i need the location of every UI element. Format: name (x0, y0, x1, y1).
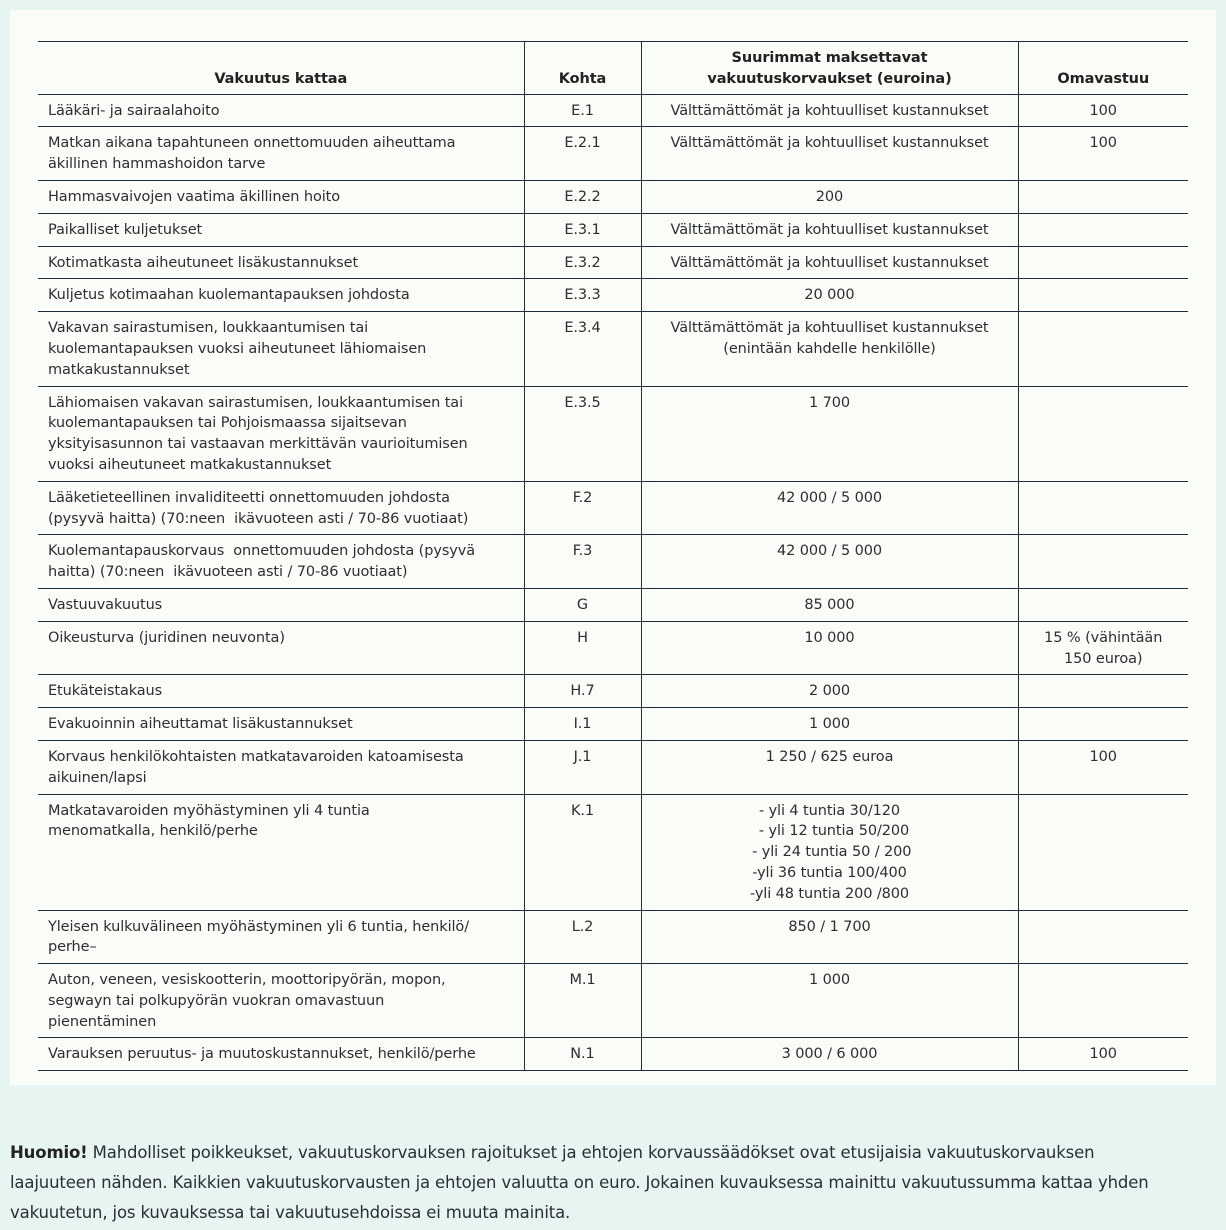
table-row (38, 279, 1188, 312)
deductible-cell (1018, 312, 1188, 386)
max-compensation-cell-line: Välttämättömät ja kohtuulliset kustannukset (670, 254, 989, 271)
table-row (38, 708, 1188, 741)
max-compensation-cell (641, 621, 1018, 675)
section-cell: E.3.2 (524, 246, 641, 279)
max-compensation-cell-line: 1 250 / 625 euroa (765, 748, 894, 765)
coverage-table (38, 41, 1188, 1071)
deductible-cell (1018, 535, 1188, 589)
table-row (38, 246, 1188, 279)
coverage-cell-line: Evakuoinnin aiheuttamat lisäkustannukset (48, 716, 353, 733)
deductible-cell-line: 100 (1089, 1046, 1117, 1063)
coverage-cell (38, 127, 524, 181)
header-max-compensation-line2: vakuutuskorvaukset (euroina) (707, 70, 952, 87)
coverage-cell-line: Paikalliset kuljetukset (48, 221, 203, 238)
max-compensation-cell (641, 386, 1018, 481)
max-compensation-cell-line: - yli 24 tuntia 50 / 200 (747, 844, 912, 861)
max-compensation-cell-line: - yli 12 tuntia 50/200 (749, 823, 910, 840)
max-compensation-cell-line: Välttämättömät ja kohtuulliset kustannukset (670, 102, 989, 119)
section-cell: K.1 (524, 794, 641, 910)
deductible-cell-line: 15 % (vähintään (1044, 629, 1163, 646)
coverage-cell-line: menomatkalla, henkilö/perhe (48, 823, 258, 840)
table-row (38, 213, 1188, 246)
section-cell: E.1 (524, 94, 641, 127)
header-deductible: Omavastuu (1018, 42, 1188, 95)
deductible-cell (1018, 481, 1188, 535)
coverage-cell (38, 910, 524, 964)
coverage-cell-line: Varauksen peruutus- ja muutoskustannukset, henkilö/perhe (48, 1046, 476, 1063)
coverage-cell-line: Kuolemantapauskorvaus onnettomuuden johdosta (pysyvä (48, 543, 476, 560)
note-label: Huomio! (10, 1142, 88, 1162)
table-row (38, 964, 1188, 1038)
coverage-cell (38, 794, 524, 910)
max-compensation-cell-line: 1 000 (808, 972, 850, 989)
section-cell: E.3.1 (524, 213, 641, 246)
coverage-cell (38, 740, 524, 794)
coverage-cell-line: Korvaus henkilökohtaisten matkatavaroiden katoamisesta (48, 748, 464, 765)
max-compensation-cell (641, 910, 1018, 964)
max-compensation-cell-line: 42 000 / 5 000 (777, 489, 882, 506)
max-compensation-cell (641, 180, 1018, 213)
header-max-compensation (641, 42, 1018, 95)
max-compensation-cell-line: -yli 48 tuntia 200 /800 (749, 885, 910, 902)
max-compensation-cell (641, 675, 1018, 708)
max-compensation-cell-line: 85 000 (804, 596, 855, 613)
coverage-cell (38, 213, 524, 246)
deductible-cell-line: 100 (1089, 135, 1117, 152)
coverage-cell-line: perhe– (48, 939, 97, 956)
coverage-cell (38, 621, 524, 675)
max-compensation-cell-line: 10 000 (804, 629, 855, 646)
table-row (38, 481, 1188, 535)
coverage-cell-line: Oikeusturva (juridinen neuvonta) (48, 629, 285, 646)
table-row (38, 588, 1188, 621)
coverage-cell (38, 675, 524, 708)
max-compensation-cell (641, 279, 1018, 312)
deductible-cell (1018, 675, 1188, 708)
header-max-compensation-line1: Suurimmat maksettavat (731, 50, 928, 66)
coverage-panel (10, 10, 1216, 1085)
table-row (38, 1038, 1188, 1071)
max-compensation-cell-line: - yli 4 tuntia 30/120 (758, 802, 901, 819)
max-compensation-cell (641, 1038, 1018, 1071)
section-cell: F.3 (524, 535, 641, 589)
coverage-cell-line: Hammasvaivojen vaatima äkillinen hoito (48, 188, 341, 205)
max-compensation-cell-line: Välttämättömät ja kohtuulliset kustannukset (670, 221, 989, 238)
table-row (38, 180, 1188, 213)
table-body (38, 94, 1188, 1071)
coverage-cell-line: äkillinen hammashoidon tarve (48, 156, 266, 173)
deductible-cell (1018, 794, 1188, 910)
coverage-cell-line: Matkan aikana tapahtuneen onnettomuuden aiheuttama (48, 135, 456, 152)
max-compensation-cell (641, 794, 1018, 910)
max-compensation-cell-line: 20 000 (804, 287, 855, 304)
section-cell: H (524, 621, 641, 675)
max-compensation-cell (641, 94, 1018, 127)
max-compensation-cell (641, 213, 1018, 246)
coverage-cell-line: Matkatavaroiden myöhästyminen yli 4 tuntia (48, 802, 370, 819)
max-compensation-cell-line: 42 000 / 5 000 (777, 543, 882, 560)
coverage-cell-line: matkakustannukset (48, 361, 190, 378)
max-compensation-cell-line: 850 / 1 700 (788, 918, 871, 935)
table-row (38, 535, 1188, 589)
max-compensation-cell (641, 535, 1018, 589)
coverage-cell (38, 708, 524, 741)
max-compensation-cell-line: 3 000 / 6 000 (781, 1046, 878, 1063)
max-compensation-cell (641, 246, 1018, 279)
max-compensation-cell (641, 708, 1018, 741)
coverage-cell (38, 481, 524, 535)
coverage-cell (38, 1038, 524, 1071)
max-compensation-cell-line: 1 000 (808, 716, 850, 733)
deductible-cell (1018, 127, 1188, 181)
max-compensation-cell-line: Välttämättömät ja kohtuulliset kustannukset (670, 135, 989, 152)
disclaimer-note (10, 1138, 1180, 1228)
coverage-cell-line: (pysyvä haitta) (70:neen ikävuoteen asti / 70-86 vuotiaat) (48, 510, 469, 527)
max-compensation-cell-line: (enintään kahdelle henkilölle) (723, 340, 936, 357)
deductible-cell (1018, 964, 1188, 1038)
deductible-cell (1018, 180, 1188, 213)
coverage-cell (38, 279, 524, 312)
coverage-cell (38, 94, 524, 127)
section-cell: J.1 (524, 740, 641, 794)
coverage-cell (38, 964, 524, 1038)
deductible-cell (1018, 213, 1188, 246)
coverage-cell-line: Lääkäri- ja sairaalahoito (48, 102, 220, 119)
coverage-cell-line: Yleisen kulkuvälineen myöhästyminen yli 6 tuntia, henkilö/ (48, 918, 469, 935)
coverage-cell-line: pienentäminen (48, 1013, 157, 1030)
section-cell: E.3.4 (524, 312, 641, 386)
max-compensation-cell-line: 1 700 (808, 394, 850, 411)
max-compensation-cell (641, 127, 1018, 181)
max-compensation-cell (641, 964, 1018, 1038)
deductible-cell (1018, 279, 1188, 312)
deductible-cell (1018, 910, 1188, 964)
deductible-cell (1018, 94, 1188, 127)
coverage-cell-line: Lääketieteellinen invaliditeetti onnettomuuden johdosta (48, 489, 450, 506)
coverage-cell-line: vuoksi aiheutuneet matkakustannukset (48, 456, 332, 473)
coverage-cell (38, 312, 524, 386)
deductible-cell (1018, 588, 1188, 621)
coverage-cell-line: Etukäteistakaus (48, 683, 163, 700)
table-row (38, 675, 1188, 708)
max-compensation-cell-line: Välttämättömät ja kohtuulliset kustannukset (670, 320, 989, 337)
coverage-cell-line: haitta) (70:neen ikävuoteen asti / 70-86 vuotiaat) (48, 564, 408, 581)
section-cell: F.2 (524, 481, 641, 535)
coverage-cell-line: aikuinen/lapsi (48, 769, 147, 786)
table-row (38, 621, 1188, 675)
deductible-cell (1018, 386, 1188, 481)
coverage-cell-line: Kotimatkasta aiheutuneet lisäkustannukset (48, 254, 359, 271)
coverage-cell-line: Vastuuvakuutus (48, 596, 163, 613)
table-row (38, 794, 1188, 910)
section-cell: I.1 (524, 708, 641, 741)
coverage-cell-line: segwayn tai polkupyörän vuokran omavastuun (48, 992, 385, 1009)
max-compensation-cell (641, 481, 1018, 535)
coverage-cell (38, 180, 524, 213)
section-cell: E.3.3 (524, 279, 641, 312)
deductible-cell (1018, 621, 1188, 675)
section-cell: G (524, 588, 641, 621)
coverage-cell-line: Kuljetus kotimaahan kuolemantapauksen johdosta (48, 287, 410, 304)
section-cell: L.2 (524, 910, 641, 964)
section-cell: E.2.1 (524, 127, 641, 181)
header-section: Kohta (524, 42, 641, 95)
coverage-cell-line: Lähiomaisen vakavan sairastumisen, loukkaantumisen tai (48, 394, 464, 411)
coverage-cell-line: yksityisasunnon tai vastaavan merkittävän vaurioitumisen (48, 436, 468, 453)
section-cell: E.3.5 (524, 386, 641, 481)
table-row (38, 127, 1188, 181)
table-header-row (38, 42, 1188, 95)
section-cell: N.1 (524, 1038, 641, 1071)
table-row (38, 910, 1188, 964)
deductible-cell-line: 150 euroa) (1064, 650, 1143, 667)
max-compensation-cell-line: 200 (815, 188, 844, 205)
table-row (38, 312, 1188, 386)
coverage-cell (38, 246, 524, 279)
section-cell: E.2.2 (524, 180, 641, 213)
max-compensation-cell (641, 740, 1018, 794)
header-coverage: Vakuutus kattaa (38, 42, 524, 95)
coverage-cell (38, 535, 524, 589)
deductible-cell (1018, 246, 1188, 279)
max-compensation-cell (641, 312, 1018, 386)
coverage-cell-line: Vakavan sairastumisen, loukkaantumisen tai (48, 320, 369, 337)
deductible-cell (1018, 1038, 1188, 1071)
coverage-cell-line: kuolemantapauksen tai Pohjoismaassa sijaitsevan (48, 415, 407, 432)
section-cell: M.1 (524, 964, 641, 1038)
table-row (38, 386, 1188, 481)
deductible-cell-line: 100 (1089, 102, 1117, 119)
coverage-cell-line: kuolemantapauksen vuoksi aiheutuneet lähiomaisen (48, 340, 427, 357)
max-compensation-cell-line: 2 000 (808, 683, 850, 700)
table-row (38, 94, 1188, 127)
coverage-cell (38, 588, 524, 621)
deductible-cell (1018, 708, 1188, 741)
table-row (38, 740, 1188, 794)
deductible-cell (1018, 740, 1188, 794)
note-text: Mahdolliset poikkeukset, vakuutuskorvauksen rajoitukset ja ehtojen korvaussäädökset ovat etusijaisia vakuutuskorvauksen laajuuteen nähden. Kaikkien vakuutuskorvausten ja ehtojen valuutta on euro. Jokainen kuvauksessa mainittu vakuutussumma kattaa yhden vakuutetun, jos kuvauksessa tai vakuutusehdoissa ei muuta mainita. (10, 1142, 1149, 1222)
max-compensation-cell-line: -yli 36 tuntia 100/400 (752, 864, 907, 881)
section-cell: H.7 (524, 675, 641, 708)
max-compensation-cell (641, 588, 1018, 621)
coverage-cell-line: Auton, veneen, vesiskootterin, moottoripyörän, mopon, (48, 972, 446, 989)
deductible-cell-line: 100 (1089, 748, 1117, 765)
coverage-cell (38, 386, 524, 481)
